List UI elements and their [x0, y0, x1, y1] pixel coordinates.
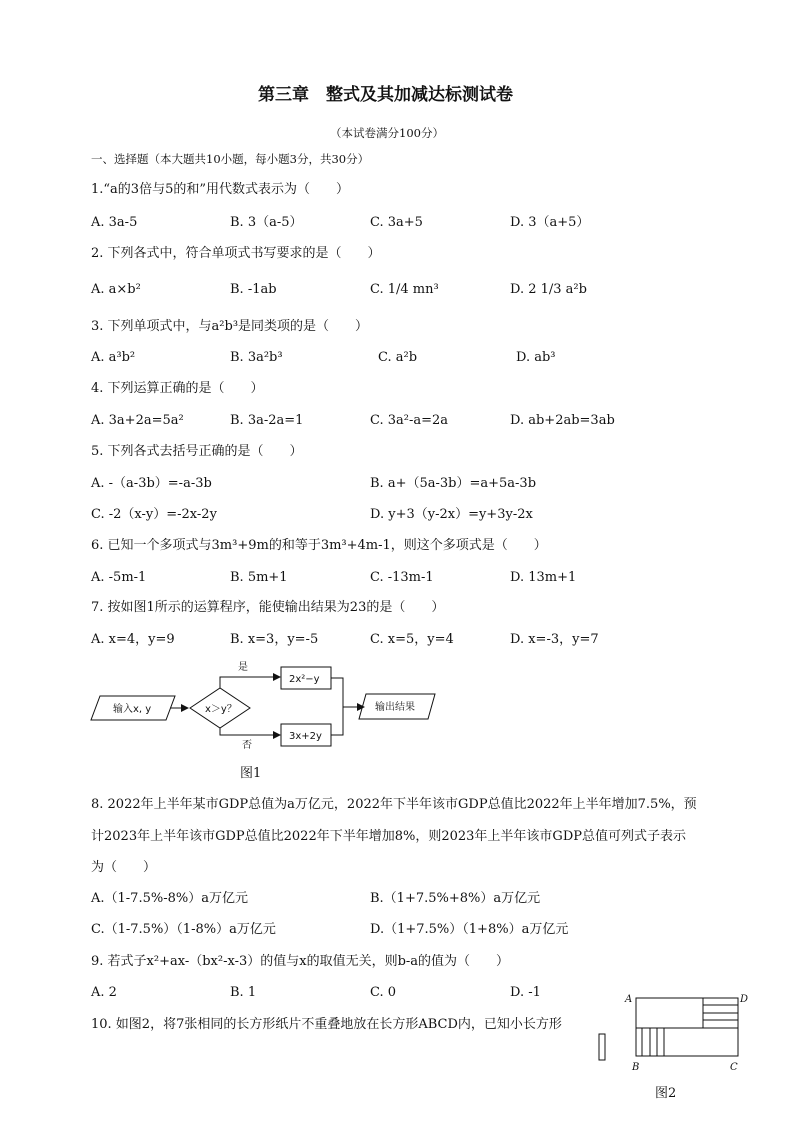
q3-option-c: C. a²b — [378, 350, 418, 365]
question-8-line-3: 为（ ） — [91, 860, 157, 875]
q9-option-d: D. -1 — [510, 985, 541, 1000]
q9-option-b: B. 1 — [230, 985, 257, 1000]
figure-2-rectangle — [599, 998, 738, 1060]
question-6-stem: 6. 已知一个多项式与3m³+9m的和等于3m³+4m-1，则这个多项式是（ ） — [91, 538, 547, 553]
q5-option-d: D. y+3（y-2x）=y+3y-2x — [370, 507, 533, 522]
question-8-line-2: 计2023年上半年该市GDP总值比2022年下半年增加8%，则2023年上半年该市GDP总值可列式子表示 — [91, 829, 686, 844]
q7-option-d: D. x=-3，y=7 — [510, 632, 599, 647]
no-label: 否 — [242, 740, 252, 751]
q4-option-d: D. ab+2ab=3ab — [510, 413, 615, 428]
question-10-stem: 10. 如图2，将7张相同的长方形纸片不重叠地放在长方形ABCD内，已知小长方形 — [91, 1017, 562, 1032]
q3-option-b: B. 3a²b³ — [230, 350, 283, 365]
q3-option-d: D. ab³ — [516, 350, 556, 365]
q1-option-a: A. 3a-5 — [91, 215, 138, 230]
question-8-line-1: 8. 2022年上半年某市GDP总值为a万亿元，2022年下半年该市GDP总值比2022年上半年增加7.5%，预 — [91, 797, 697, 812]
figure-2-caption: 图2 — [655, 1086, 677, 1101]
q6-option-c: C. -13m-1 — [370, 570, 434, 585]
q5-option-a: A. -（a-3b）=-a-3b — [91, 476, 212, 491]
question-4-stem: 4. 下列运算正确的是（ ） — [91, 381, 264, 396]
question-7-stem: 7. 按如图1所示的运算程序，能使输出结果为23的是（ ） — [91, 600, 445, 615]
q2-option-d: D. 2 1/3 a²b — [510, 282, 587, 297]
decision-label: x＞y？ — [205, 704, 237, 715]
bottom-process-label: 3x+2y — [289, 731, 322, 742]
output-label: 输出结果 — [375, 702, 415, 713]
q2-option-a: A. a×b² — [91, 282, 141, 297]
question-3-stem: 3. 下列单项式中，与a²b³是同类项的是（ ） — [91, 319, 369, 334]
q3-option-a: A. a³b² — [91, 350, 136, 365]
question-2-stem: 2. 下列各式中，符合单项式书写要求的是（ ） — [91, 246, 381, 261]
q4-option-c: C. 3a²-a=2a — [370, 413, 449, 428]
top-process-label: 2x²−y — [289, 674, 320, 685]
q6-option-b: B. 5m+1 — [230, 570, 288, 585]
question-5-stem: 5. 下列各式去括号正确的是（ ） — [91, 444, 303, 459]
q8-option-d: D.（1+7.5%）（1+8%）a万亿元 — [370, 922, 569, 937]
q8-option-b: B.（1+7.5%+8%）a万亿元 — [370, 891, 541, 906]
yes-label: 是 — [238, 662, 248, 673]
section-heading: 一、选择题（本大题共10小题，每小题3分，共30分） — [91, 152, 370, 166]
q8-option-a: A.（1-7.5%-8%）a万亿元 — [91, 891, 248, 906]
page-title: 第三章 整式及其加减达标测试卷 — [258, 85, 513, 105]
q1-option-c: C. 3a+5 — [370, 215, 423, 230]
question-1-stem: 1.“a的3倍与5的和”用代数式表示为（ ） — [91, 182, 349, 197]
label-a: A — [625, 994, 633, 1005]
figure-1-caption: 图1 — [240, 766, 262, 781]
label-d: D — [740, 994, 749, 1005]
question-9-stem: 9. 若式子x²+ax-（bx²-x-3）的值与x的取值无关，则b-a的值为（ ） — [91, 954, 510, 969]
q5-option-b: B. a+（5a-3b）=a+5a-3b — [370, 476, 537, 491]
label-b: B — [632, 1062, 640, 1073]
q9-option-c: C. 0 — [370, 985, 397, 1000]
q7-option-b: B. x=3，y=-5 — [230, 632, 319, 647]
q8-option-c: C.（1-7.5%）（1-8%）a万亿元 — [91, 922, 276, 937]
q7-option-a: A. x=4，y=9 — [91, 632, 175, 647]
q1-option-b: B. 3（a-5） — [230, 215, 303, 230]
q6-option-a: A. -5m-1 — [91, 570, 147, 585]
q2-option-b: B. -1ab — [230, 282, 277, 297]
q1-option-d: D. 3（a+5） — [510, 215, 590, 230]
q4-option-b: B. 3a-2a=1 — [230, 413, 304, 428]
q5-option-c: C. -2（x-y）=-2x-2y — [91, 507, 217, 522]
page-subtitle: （本试卷满分100分） — [330, 126, 444, 140]
q7-option-c: C. x=5，y=4 — [370, 632, 454, 647]
q2-option-c: C. 1/4 mn³ — [370, 282, 439, 297]
input-label: 输入x, y — [113, 704, 152, 715]
q4-option-a: A. 3a+2a=5a² — [91, 413, 184, 428]
q9-option-a: A. 2 — [91, 985, 117, 1000]
q6-option-d: D. 13m+1 — [510, 570, 577, 585]
label-c: C — [730, 1062, 738, 1073]
